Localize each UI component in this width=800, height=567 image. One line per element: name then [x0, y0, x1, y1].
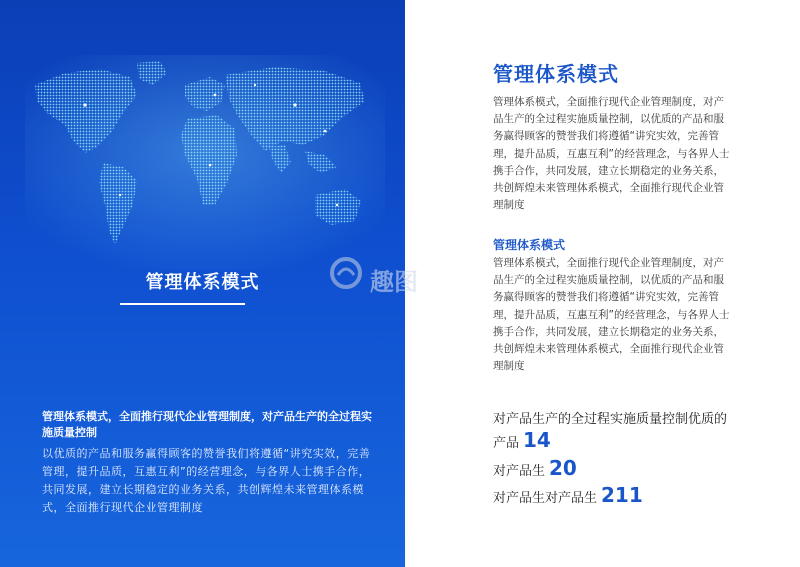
stat-2	[493, 456, 577, 480]
watermark-logo-icon	[328, 255, 364, 291]
right-paragraph-1: 管理体系模式，全面推行现代企业管理制度，对产品生产的全过程实施质量控制，以优质的产品和服务赢得顾客的赞誉我们将遵循“讲究实效，完善管理，提升品质，互惠互利”的经营理念，与各界人士携手合作，共同发展，建立长期稳定的业务关系，共创辉煌未来管理体系模式，全面推行现代企业管理制度	[493, 96, 730, 212]
right-paragraph-2: 管理体系模式，全面推行现代企业管理制度，对产品生产的全过程实施质量控制，以优质的产品和服务赢得顾客的赞誉我们将遵循“讲究实效，完善管理，提升品质，互惠互利”的经营理念，与各界人士携手合作，共同发展，建立长期稳定的业务关系，共创辉煌未来管理体系模式，全面推行现代企业管理制度	[493, 257, 730, 373]
stat-1-label-line2: 产品	[493, 436, 520, 451]
left-body-text: 以优质的产品和服务赢得顾客的赞誉我们将遵循“讲究实效，完善管理，提升品质，互惠互利”的经营理念，与各界人士携手合作，共同发展，建立长期稳定的业务关系，共创辉煌未来管理体系模式，全面推行现代企业管理制度	[42, 447, 371, 514]
right-subtitle: 管理体系模式	[493, 238, 566, 252]
world-map-illustration	[25, 55, 385, 270]
watermark-text: 趣图	[370, 268, 418, 296]
stat-3-label: 对产品生对产品生	[493, 491, 598, 506]
stat-1-label-line1: 对产品生产的全过程实施质量控制优质的	[493, 412, 728, 427]
left-section-title: 管理体系模式	[145, 272, 260, 293]
left-lead-text: 管理体系模式，全面推行现代企业管理制度，对产品生产的全过程实施质量控制	[42, 410, 372, 439]
title-underline	[120, 303, 245, 305]
stat-3-value: 211	[601, 483, 643, 507]
stat-3	[493, 483, 643, 507]
stat-1	[493, 410, 727, 454]
right-title: 管理体系模式	[493, 62, 619, 86]
stat-2-label: 对产品生	[493, 464, 546, 479]
stat-2-value: 20	[549, 456, 577, 480]
stat-1-value: 14	[523, 428, 551, 452]
